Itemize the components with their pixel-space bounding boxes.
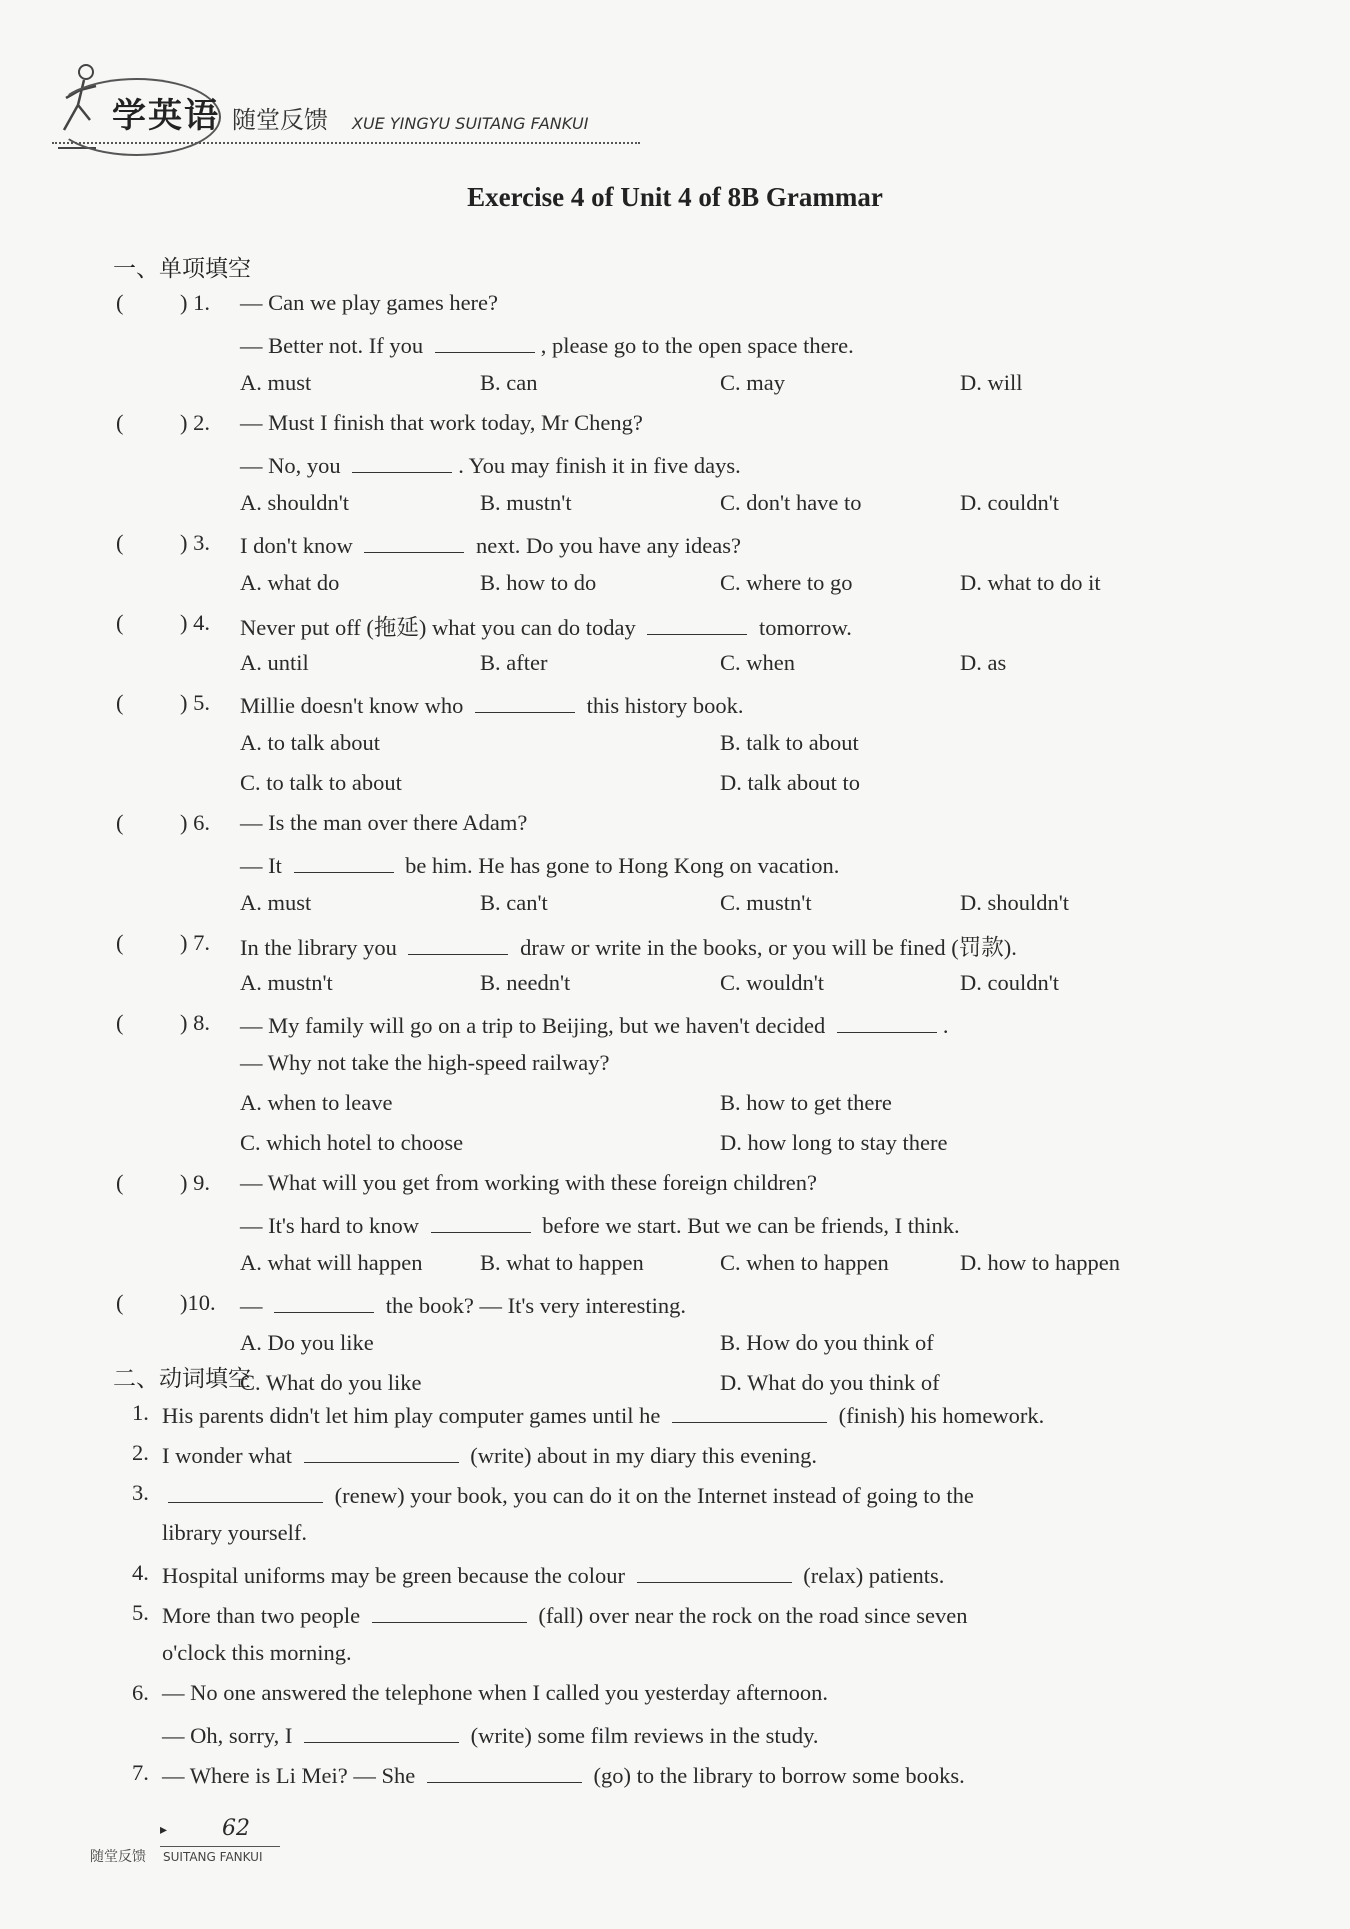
answer-blank[interactable]	[431, 1210, 531, 1233]
option-a[interactable]: A. mustn't	[240, 970, 333, 995]
option-c[interactable]: C. What do you like	[240, 1370, 422, 1395]
option-c[interactable]: C. don't have to	[720, 490, 862, 515]
option-b[interactable]: B. How do you think of	[720, 1330, 934, 1355]
answer-bracket[interactable]: (	[116, 930, 124, 955]
option-b[interactable]: B. talk to about	[720, 730, 859, 755]
answer-blank[interactable]	[294, 850, 394, 873]
item-text: (renew) your book, you can do it on the Internet instead of going to the	[162, 1480, 974, 1509]
answer-bracket[interactable]: (	[116, 610, 124, 635]
option-d[interactable]: D. talk about to	[720, 770, 860, 795]
option-b[interactable]: B. how to do	[480, 570, 597, 595]
option-b[interactable]: B. needn't	[480, 970, 571, 995]
option-b[interactable]: B. what to happen	[480, 1250, 644, 1275]
answer-bracket[interactable]: (	[116, 530, 124, 555]
section1-heading: 一、单项填空	[113, 256, 251, 282]
option-d[interactable]: D. how to happen	[960, 1250, 1120, 1275]
option-a[interactable]: A. to talk about	[240, 730, 380, 755]
option-c[interactable]: C. wouldn't	[720, 970, 825, 995]
header-cn-subtitle: 随堂反馈	[232, 106, 328, 134]
item-text: Hospital uniforms may be green because the colour (relax) patients.	[162, 1560, 944, 1589]
question-text: — Must I finish that work today, Mr Cheng?	[240, 410, 643, 435]
question-number: ) 4.	[180, 610, 210, 635]
question-text: — It's hard to know before we start. But we can be friends, I think.	[240, 1210, 960, 1239]
answer-blank[interactable]	[637, 1560, 792, 1583]
item-number: 3.	[132, 1480, 149, 1505]
answer-blank[interactable]	[408, 932, 508, 955]
item-number: 2.	[132, 1440, 149, 1465]
item-text: — No one answered the telephone when I called you yesterday afternoon.	[162, 1680, 829, 1705]
item-number: 4.	[132, 1560, 149, 1585]
question-number: ) 9.	[180, 1170, 210, 1195]
question-number: ) 5.	[180, 690, 210, 715]
question-text: — No, you . You may finish it in five days.	[240, 450, 741, 479]
option-a[interactable]: A. what do	[240, 570, 340, 595]
question-text: — What will you get from working with these foreign children?	[240, 1170, 817, 1195]
answer-bracket[interactable]: (	[116, 690, 124, 715]
question-text: Never put off (拖延) what you can do today tomorrow.	[240, 610, 852, 642]
exercise-title: Exercise 4 of Unit 4 of 8B Grammar	[467, 182, 883, 212]
item-text: — Oh, sorry, I (write) some film reviews in the study.	[162, 1720, 819, 1749]
item-number: 7.	[132, 1760, 149, 1785]
option-c[interactable]: C. when	[720, 650, 795, 675]
item-number: 6.	[132, 1680, 149, 1705]
question-text: — Can we play games here?	[240, 290, 499, 315]
question-text: In the library you draw or write in the books, or you will be fined (罚款).	[240, 930, 1017, 962]
option-a[interactable]: A. until	[240, 650, 309, 675]
option-a[interactable]: A. what will happen	[240, 1250, 423, 1275]
page-arrow-icon: ▸	[160, 1822, 168, 1838]
question-number: ) 8.	[180, 1010, 210, 1035]
item-text: — Where is Li Mei? — She (go) to the library to borrow some books.	[162, 1760, 965, 1789]
answer-blank[interactable]	[168, 1480, 323, 1503]
item-number: 1.	[132, 1400, 149, 1425]
option-d[interactable]: D. as	[960, 650, 1007, 675]
answer-blank[interactable]	[352, 450, 452, 473]
question-number: ) 1.	[180, 290, 210, 315]
option-c[interactable]: C. to talk to about	[240, 770, 402, 795]
question-number: ) 3.	[180, 530, 210, 555]
option-a[interactable]: A. Do you like	[240, 1330, 374, 1355]
answer-bracket[interactable]: (	[116, 1290, 124, 1315]
option-b[interactable]: B. how to get there	[720, 1090, 892, 1115]
item-text: More than two people (fall) over near the rock on the road since seven	[162, 1600, 968, 1629]
header-divider	[52, 142, 640, 144]
answer-bracket[interactable]: (	[116, 1170, 124, 1195]
option-b[interactable]: B. after	[480, 650, 548, 675]
item-text: His parents didn't let him play computer games until he (finish) his homework.	[162, 1400, 1044, 1429]
question-text: — My family will go on a trip to Beijing, but we haven't decided .	[240, 1010, 948, 1039]
answer-blank[interactable]	[837, 1010, 937, 1033]
option-c[interactable]: C. where to go	[720, 570, 853, 595]
option-d[interactable]: D. will	[960, 370, 1023, 395]
item-number: 5.	[132, 1600, 149, 1625]
answer-blank[interactable]	[274, 1290, 374, 1313]
option-b[interactable]: B. can	[480, 370, 538, 395]
answer-blank[interactable]	[304, 1720, 459, 1743]
question-number: ) 7.	[180, 930, 210, 955]
option-b[interactable]: B. can't	[480, 890, 548, 915]
option-d[interactable]: D. what to do it	[960, 570, 1101, 595]
item-text: I wonder what (write) about in my diary this evening.	[162, 1440, 817, 1469]
question-number: )10.	[180, 1290, 216, 1315]
option-c[interactable]: C. may	[720, 370, 785, 395]
question-text: — Better not. If you , please go to the open space there.	[240, 330, 854, 359]
answer-bracket[interactable]: (	[116, 1010, 124, 1035]
footer-logo-en: SUITANG FANKUI	[163, 1850, 263, 1864]
option-d[interactable]: D. couldn't	[960, 490, 1060, 515]
question-text: I don't know next. Do you have any ideas?	[240, 530, 741, 559]
question-number: ) 2.	[180, 410, 210, 435]
question-number: ) 6.	[180, 810, 210, 835]
footer-logo-cn: 随堂反馈	[90, 1849, 146, 1865]
option-d[interactable]: D. how long to stay there	[720, 1130, 948, 1155]
answer-blank[interactable]	[364, 530, 464, 553]
question-text: — the book? — It's very interesting.	[240, 1290, 686, 1319]
item-text: o'clock this morning.	[162, 1640, 352, 1665]
option-d[interactable]: D. couldn't	[960, 970, 1060, 995]
item-text: library yourself.	[162, 1520, 307, 1545]
answer-blank[interactable]	[427, 1760, 582, 1783]
answer-blank[interactable]	[475, 690, 575, 713]
header-cn-title: 学英语	[112, 96, 220, 136]
option-c[interactable]: C. when to happen	[720, 1250, 889, 1275]
answer-blank[interactable]	[372, 1600, 527, 1623]
answer-blank[interactable]	[672, 1400, 827, 1423]
option-a[interactable]: A. must	[240, 370, 312, 395]
question-text: — Is the man over there Adam?	[240, 810, 528, 835]
answer-bracket[interactable]: (	[116, 290, 124, 315]
option-d[interactable]: D. shouldn't	[960, 890, 1070, 915]
option-c[interactable]: C. mustn't	[720, 890, 812, 915]
option-d[interactable]: D. What do you think of	[720, 1370, 940, 1395]
option-c[interactable]: C. which hotel to choose	[240, 1130, 464, 1155]
answer-blank[interactable]	[304, 1440, 459, 1463]
answer-blank[interactable]	[435, 330, 535, 353]
option-a[interactable]: A. must	[240, 890, 312, 915]
question-text: — Why not take the high-speed railway?	[240, 1050, 610, 1075]
question-text: Millie doesn't know who this history book.	[240, 690, 744, 719]
section2-heading: 二、动词填空	[113, 1366, 251, 1392]
page-number: 62	[222, 1816, 250, 1841]
option-b[interactable]: B. mustn't	[480, 490, 572, 515]
answer-blank[interactable]	[647, 612, 747, 635]
answer-bracket[interactable]: (	[116, 810, 124, 835]
question-text: — It be him. He has gone to Hong Kong on vacation.	[240, 850, 839, 879]
footer-divider	[160, 1846, 280, 1847]
option-a[interactable]: A. when to leave	[240, 1090, 393, 1115]
answer-bracket[interactable]: (	[116, 410, 124, 435]
header-en-title: XUE YINGYU SUITANG FANKUI	[352, 114, 589, 133]
option-a[interactable]: A. shouldn't	[240, 490, 350, 515]
